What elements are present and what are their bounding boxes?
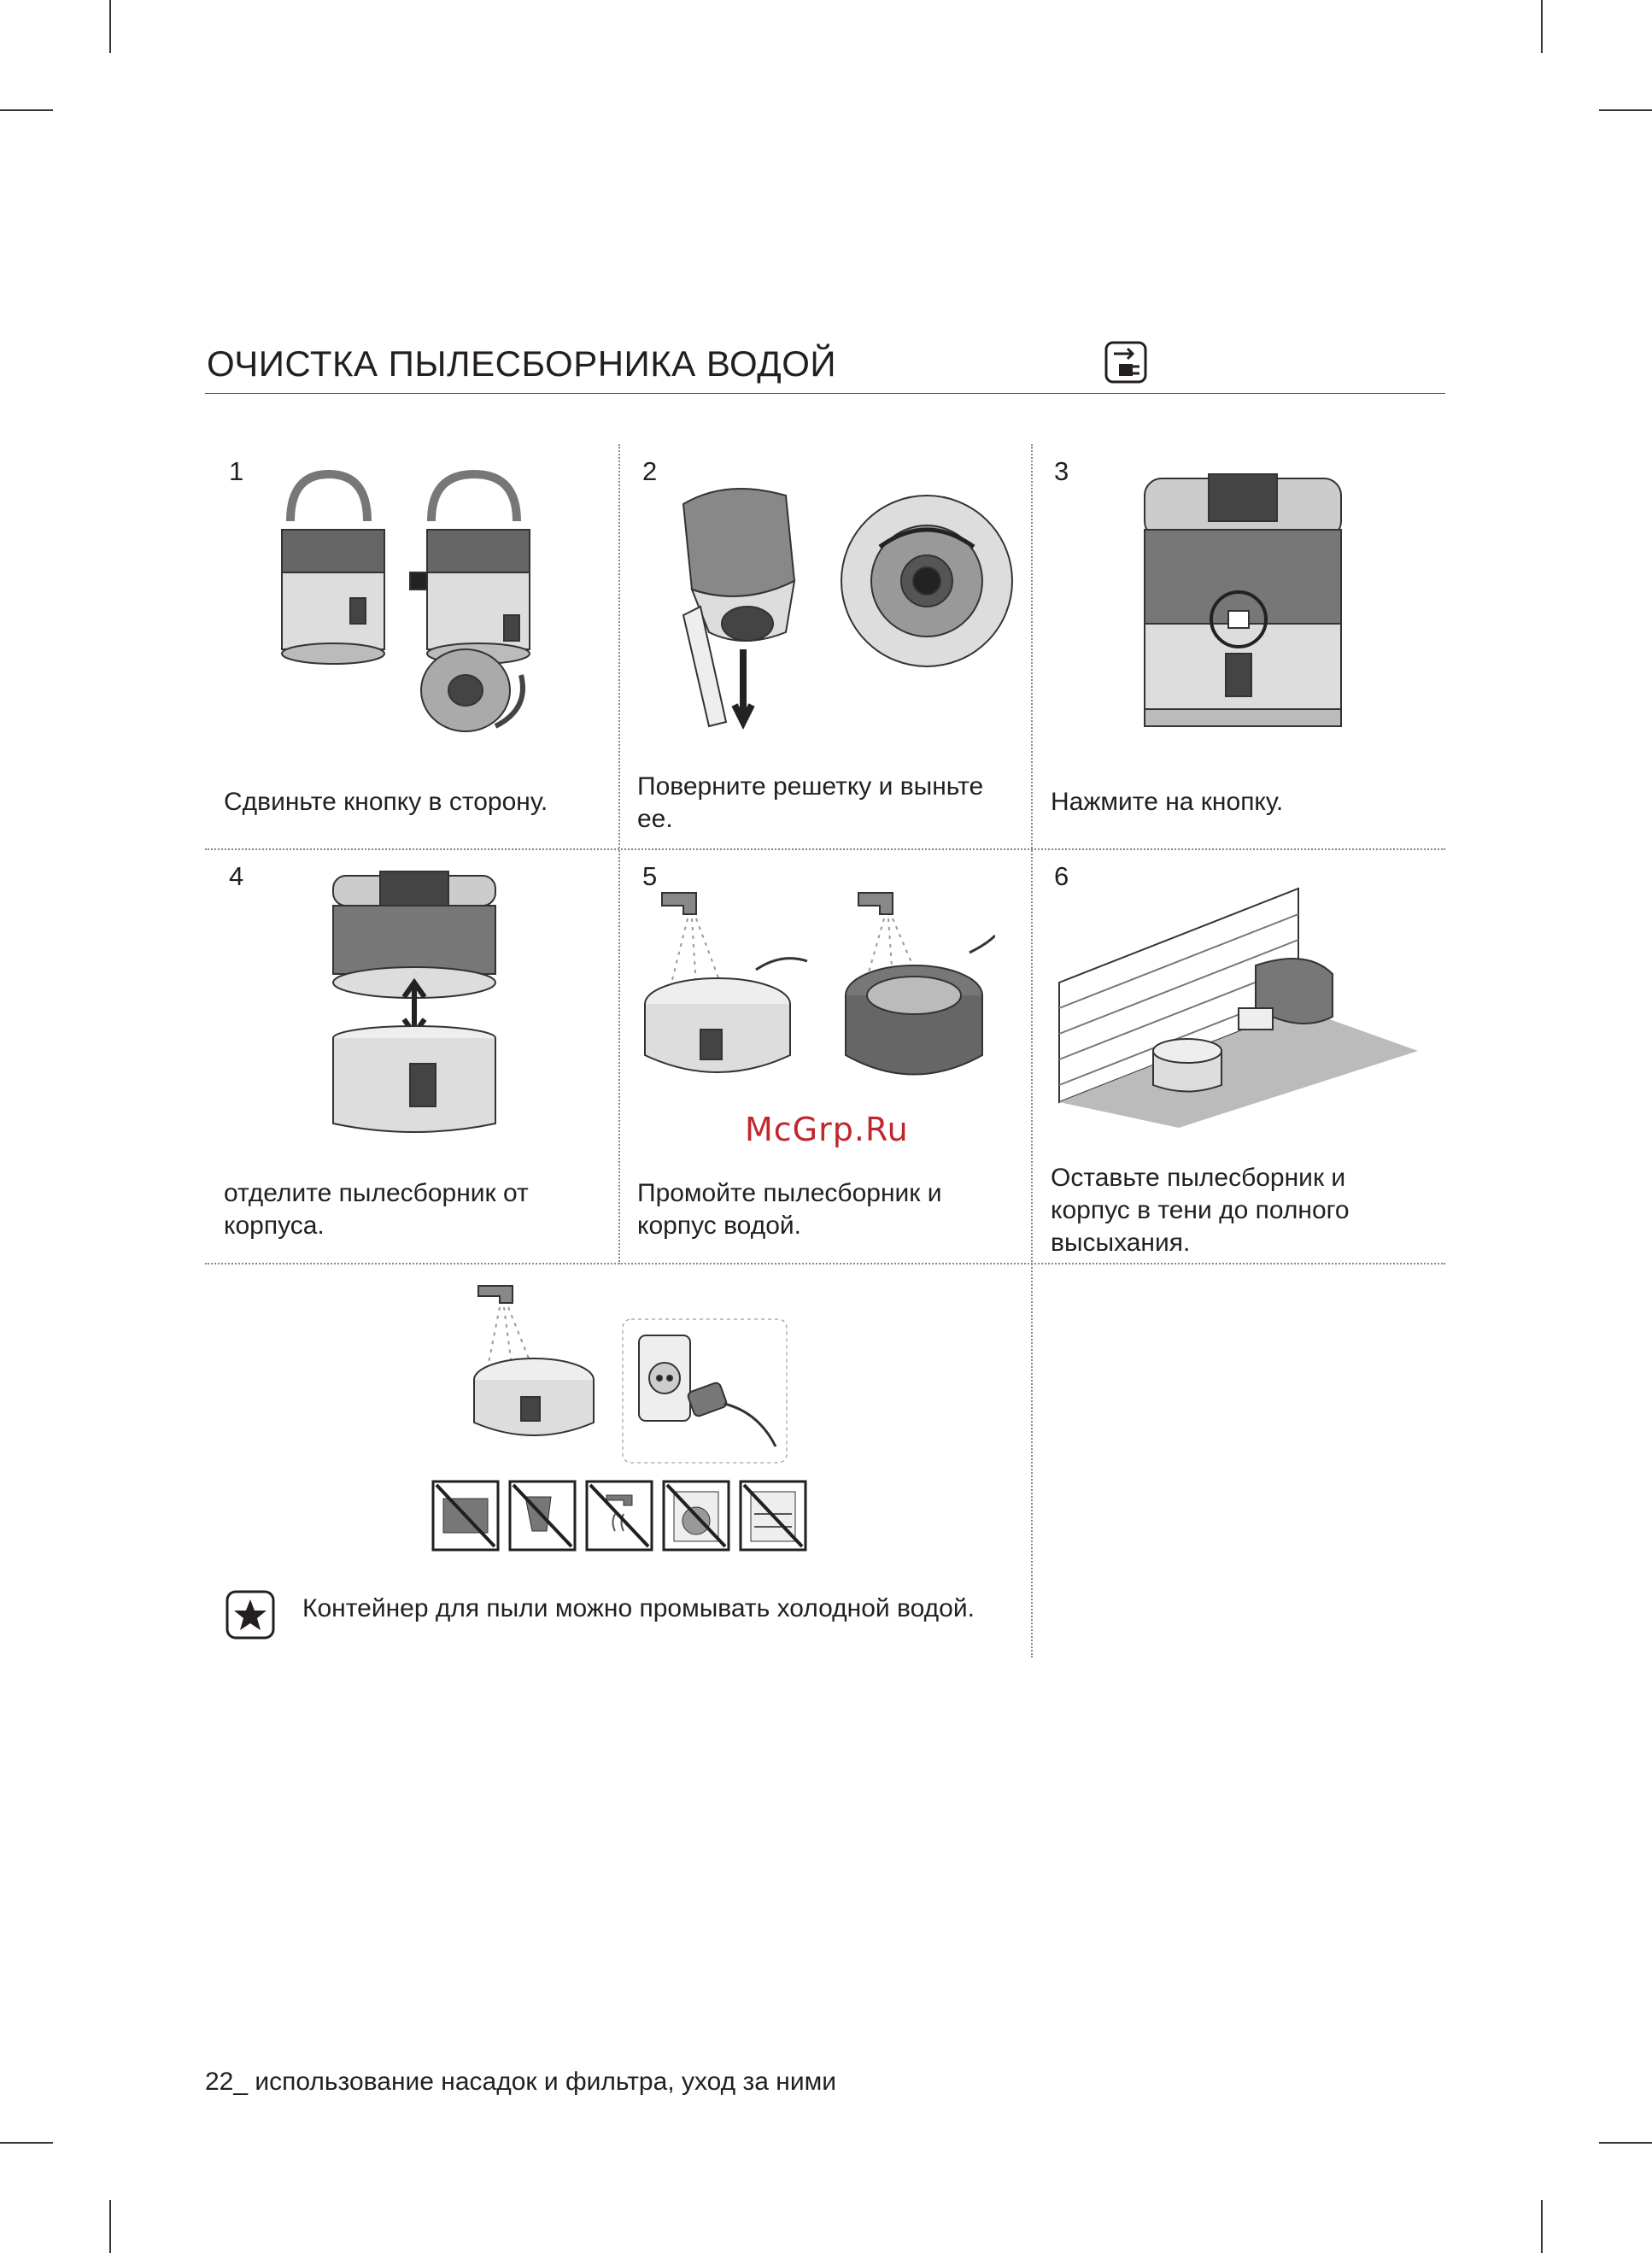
crop-mark [1599, 2142, 1652, 2144]
step-number: 4 [229, 861, 244, 891]
section-header [205, 340, 1445, 394]
crop-mark [1599, 109, 1652, 111]
crop-mark [109, 2200, 111, 2253]
step-caption: Сдвиньте кнопку в сторону. [224, 788, 548, 816]
grid-divider [205, 848, 1445, 850]
no-hot-water-icon [585, 1480, 653, 1552]
prohibited-icons-row [431, 1480, 807, 1552]
crop-mark [0, 109, 53, 111]
page-title: ОЧИСТКА ПЫЛЕСБОРНИКА ВОДОЙ [207, 343, 837, 384]
step-5-illustration [636, 876, 995, 1132]
crop-mark [1541, 0, 1543, 53]
step-caption: Нажмите на кнопку. [1051, 788, 1284, 816]
grid-divider [1031, 444, 1033, 1657]
step-6-illustration [1051, 880, 1426, 1128]
no-washing-machine-icon [662, 1480, 730, 1552]
no-dishwasher-icon [739, 1480, 807, 1552]
step-1-illustration [273, 461, 555, 743]
unplug-illustration [622, 1318, 788, 1464]
step-caption: Поверните решетку и выньте ее. [637, 772, 984, 833]
grid-divider [205, 1263, 1445, 1264]
step-caption: Оставьте пылесборник и корпус в тени до полного высыхания. [1051, 1164, 1350, 1257]
star-icon [225, 1589, 276, 1640]
note-text: Контейнер для пыли можно промывать холодной водой. [302, 1594, 975, 1622]
step-4-illustration [329, 867, 500, 1149]
no-dryer-icon [508, 1480, 577, 1552]
crop-mark [1541, 2200, 1543, 2253]
step-caption: Промойте пылесборник и корпус водой. [637, 1179, 942, 1240]
step-2-illustration [658, 478, 1016, 735]
watermark: McGrp.Ru [745, 1111, 909, 1148]
step-number: 3 [1054, 456, 1069, 486]
grid-divider [618, 444, 620, 1264]
step-number: 1 [229, 456, 244, 486]
no-oven-icon [431, 1480, 500, 1552]
crop-mark [0, 2142, 53, 2144]
rinse-illustration [453, 1277, 598, 1448]
page-footer: 22_ использование насадок и фильтра, уход за ними [205, 2068, 836, 2096]
unplug-icon [1104, 340, 1148, 384]
step-number: 6 [1054, 861, 1069, 891]
step-number: 5 [642, 861, 658, 891]
step-caption: отделите пылесборник от корпуса. [224, 1179, 529, 1240]
crop-mark [109, 0, 111, 53]
step-number: 2 [642, 456, 658, 486]
step-3-illustration [1136, 470, 1350, 735]
